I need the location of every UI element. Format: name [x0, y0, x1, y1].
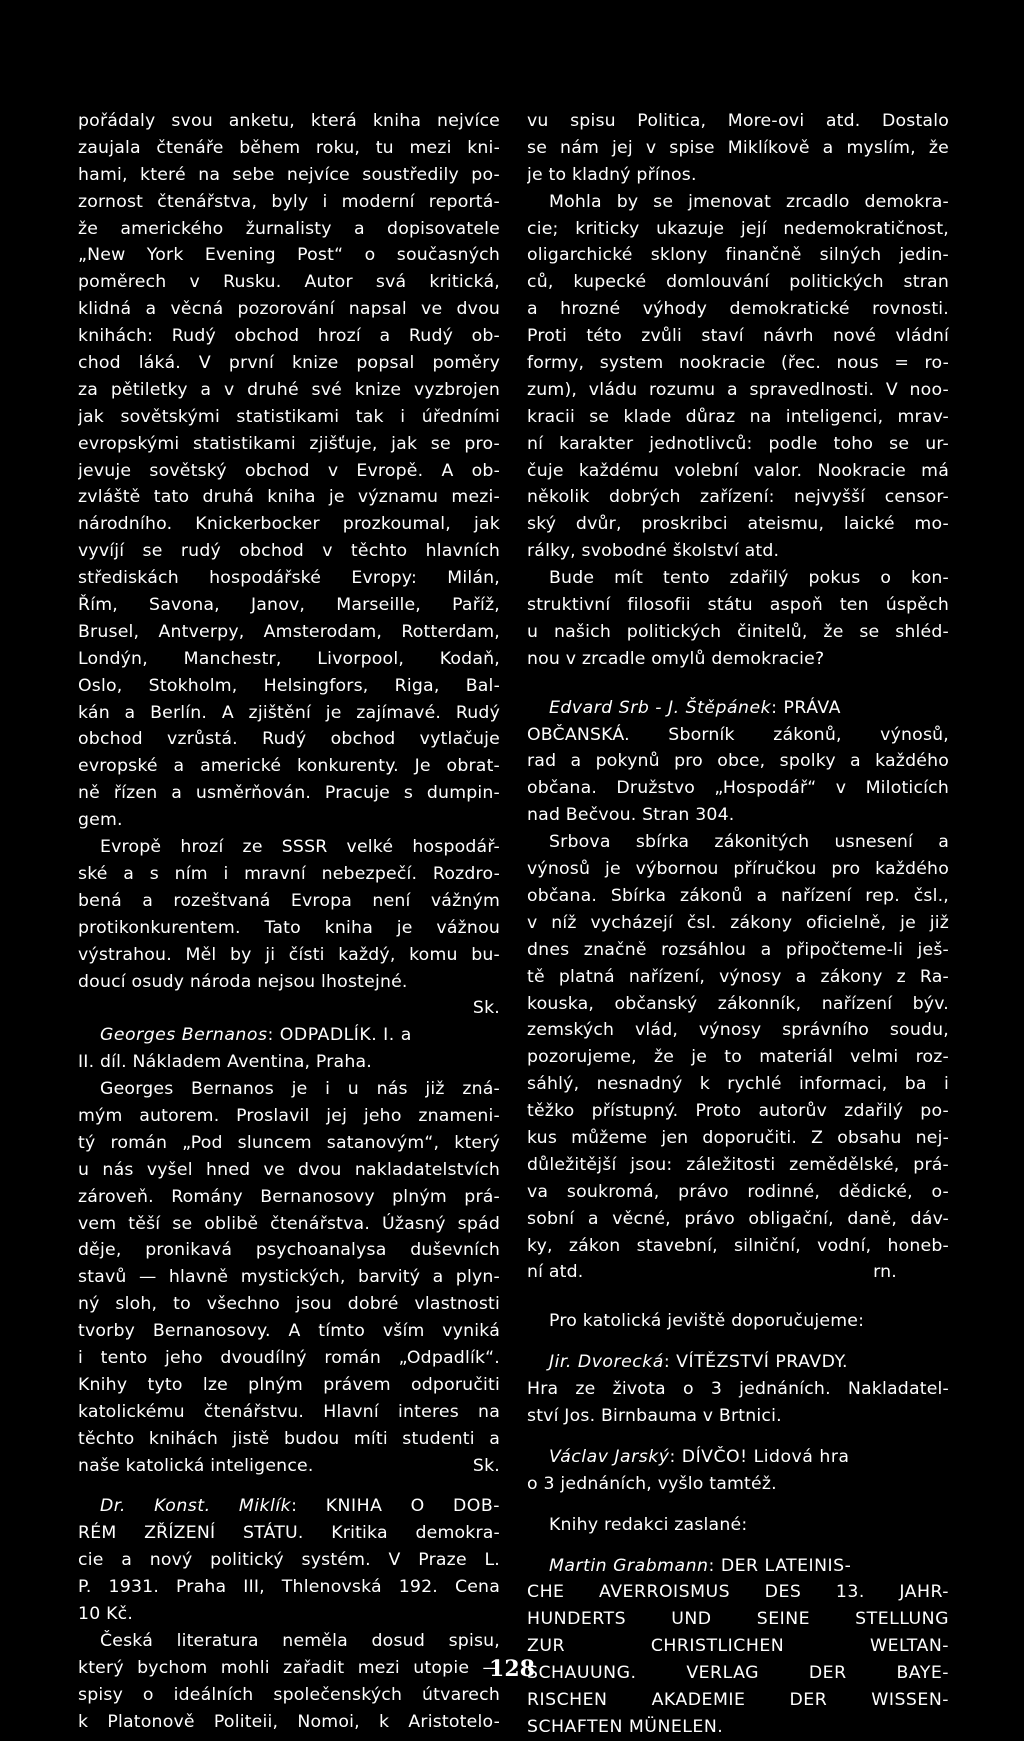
review-heading [527, 695, 949, 722]
text-line: evropskými statistikami zjišťuje, jak se pro- [78, 433, 500, 454]
text-line: národního. Knickerbocker prozkoumal, jak [78, 514, 500, 535]
review-title: : DER LATEINIS- [708, 1555, 852, 1576]
text-line: kán a Berlín. A zjištění je zajímavé. Rudý [78, 702, 500, 723]
review-author: Martin Grabmann [549, 1555, 709, 1576]
text-line: Řím, Savona, Janov, Marseille, Paříž, [78, 595, 500, 616]
review-author: Edvard Srb - J. Štěpánek [549, 697, 772, 718]
text-line: mým autorem. Proslavil jej jeho znameni- [78, 1105, 500, 1126]
text-line: vyvíjí se rudý obchod v těchto hlavních [78, 541, 500, 562]
text-line: Bude mít tento zdařilý pokus o kon- [549, 568, 949, 589]
review-author: Georges Bernanos [100, 1025, 268, 1046]
text-line: ZUR CHRISTLICHEN WELTAN- [527, 1636, 949, 1657]
text-line: cie a nový politický systém. V Praze L. [78, 1550, 500, 1571]
text-line: nou v zrcadle omylů demokracie? [527, 648, 825, 669]
text-line: výnosů je výbornou příručkou pro každého [527, 859, 949, 880]
text-line: který bychom mohli zařadit mezi utopie — [78, 1657, 500, 1678]
text-line: občana. Sbírka zákonů a nařízení rep. čsl., [527, 885, 949, 906]
text-line [78, 1453, 500, 1480]
text-line: se nám jej v spise Miklíkově a myslím, že [527, 137, 949, 158]
text-line: gem. [78, 810, 123, 831]
text-line: spisy o ideálních společenských útvarech [78, 1684, 500, 1705]
text-line: cie; kriticky ukazuje její nedemokratičnost, [527, 218, 949, 239]
text-line: formy, system nookracie (řec. nous = ro- [527, 353, 949, 374]
text-line: v níž vycházejí čsl. zákony oficielně, je již [527, 912, 949, 933]
text-line: kus můžeme jen doporučiti. Z obsahu nej- [527, 1127, 949, 1148]
text-line: že amerického žurnalisty a dopisovatele [78, 218, 500, 239]
text-fragment: ní atd. [527, 1262, 584, 1283]
text-line: pozorujeme, že je to materiál velmi roz- [527, 1047, 949, 1068]
text-line: Oslo, Stokholm, Helsingfors, Riga, Bal- [78, 675, 500, 696]
text-line: děje, pronikavá psychoanalysa duševních [78, 1240, 500, 1261]
text-line: SCHAFTEN MÜNELEN. [527, 1716, 724, 1737]
text-line: u našich politických činitelů, že se shléd- [527, 621, 949, 642]
text-line: i tento jeho dvoudílný román „Odpadlík“. [78, 1347, 500, 1368]
text-line: dnes značně rozsáhlou a připočteme-li ješ- [527, 939, 949, 960]
text-line: jak sovětskými statistikami tak i úředními [78, 406, 500, 427]
text-line: zemských vlád, výnosy správního soudu, [527, 1020, 949, 1041]
section-heading: Knihy redakci zaslané: [549, 1514, 748, 1535]
text-line: důležitější jsou: záležitosti zemědělské, prá- [527, 1154, 949, 1175]
text-line: zvláště tato druhá kniha je významu mezi- [78, 487, 500, 508]
review-heading [78, 1493, 500, 1520]
review-heading [527, 1444, 949, 1471]
text-line: doucí osudy národa nejsou lhostejné. [78, 971, 408, 992]
text-line: II. díl. Nákladem Aventina, Praha. [78, 1052, 372, 1073]
review-heading [527, 1553, 949, 1580]
review-author: Jir. Dvorecká [549, 1352, 664, 1373]
text-line: poměrech v Rusku. Autor svá kritická, [78, 272, 500, 293]
text-line: Evropě hrozí ze SSSR velké hospodář- [100, 837, 500, 858]
text-line: ské a s ním i mravní nebezpečí. Rozdro- [78, 863, 500, 884]
text-line: a hrozné výhody demokratické rovnosti. [527, 299, 949, 320]
text-line: vem těší se oblibě čtenářstva. Úžasný spád [78, 1213, 500, 1234]
section-heading: Pro katolická jeviště doporučujeme: [549, 1311, 865, 1332]
text-line: nad Bečvou. Stran 304. [527, 805, 735, 826]
text-line: „New York Evening Post“ o současných [78, 245, 500, 266]
text-line: několik dobrých zařízení: nejvyšší censor- [527, 487, 949, 508]
text-line: výstrahou. Měl by ji čísti každý, komu bu- [78, 944, 500, 965]
text-line: Česká literatura neměla dosud spisu, [100, 1630, 500, 1651]
text-line: ní karakter jednotlivců: podle toho se ur- [527, 433, 949, 454]
text-line: Georges Bernanos je i u nás již zná- [100, 1079, 500, 1100]
review-author: Dr. Konst. Miklík [100, 1496, 292, 1517]
text-line: zum), vládu rozumu a spravedlnosti. V noo- [527, 379, 949, 400]
text-line: tvorby Bernanosovy. A tímto vším vyniká [78, 1321, 500, 1342]
text-line: P. 1931. Praha III, Thlenovská 192. Cena [78, 1577, 500, 1598]
text-line: ství Jos. Birnbauma v Brtnici. [527, 1405, 782, 1426]
review-title: : KNIHA O DOB- [291, 1496, 500, 1517]
text-line: ky, zákon stavební, silniční, vodní, honeb- [527, 1235, 949, 1256]
text-line: pořádaly svou anketu, která kniha nejvíce [78, 111, 500, 131]
text-line: chod láká. V první knize popsal poměry [78, 353, 500, 374]
text-line: občana. Družstvo „Hospodář“ v Miloticích [527, 778, 949, 799]
text-line: oligarchické sklony finančně silných jedin- [527, 245, 949, 266]
text-line: katolickému čtenářstvu. Hlavní interes na [78, 1401, 500, 1422]
review-author: Václav Jarský [549, 1446, 670, 1467]
text-line: klidná a věcná pozorování napsal ve dvou [78, 299, 500, 320]
text-line: zaujala čtenáře během roku, tu mezi kni- [78, 137, 500, 158]
review-title: : VÍTĚZSTVÍ PRAVDY. [663, 1352, 849, 1373]
text-line: va soukromá, právo rodinné, dědické, o- [527, 1181, 949, 1202]
review-signature: Sk. [472, 998, 500, 1019]
text-line: kracii se klade důraz na inteligenci, mrav- [527, 406, 949, 427]
text-line: OBČANSKÁ. Sborník zákonů, výnosů, [527, 724, 949, 745]
text-line: SCHAUUNG. VERLAG DER BAYE- [527, 1663, 949, 1684]
text-line: tý román „Pod sluncem satanovým“, který [78, 1132, 500, 1153]
text-line: tě platná nařízení, výnosy a zákony z Ra- [527, 966, 949, 987]
text-line: 10 Kč. [78, 1603, 134, 1624]
text-line: knihách: Rudý obchod hrozí a Rudý ob- [78, 326, 500, 347]
text-fragment: naše katolická inteligence. [78, 1455, 314, 1476]
text-line: hami, které na sebe nejvíce soustředily po- [78, 164, 500, 185]
text-line: Hra ze života o 3 jednáních. Nakladatel- [527, 1379, 949, 1400]
text-line: ský dvůr, proskribci ateismu, laické mo- [527, 514, 949, 535]
review-title: : ODPADLÍK. I. a [267, 1025, 412, 1046]
text-line: ců, kupecké domlouvání politických stran [527, 272, 949, 293]
text-line: rálky, svobodné školství atd. [527, 541, 780, 562]
text-line: vu spisu Politica, More-ovi atd. Dostalo [527, 111, 949, 131]
text-line: zornost čtenářstva, byly i moderní reportá- [78, 191, 500, 212]
text-line: sobní a věcné, právo obligační, daně, dáv- [527, 1208, 949, 1229]
text-line: RISCHEN AKADEMIE DER WISSEN- [527, 1689, 949, 1710]
review-signature: rn. [873, 1262, 897, 1283]
text-line: Knihy tyto lze plným právem odporučiti [78, 1374, 500, 1395]
text-line: stavů — hlavně mystických, barvitý a plyn- [78, 1267, 500, 1288]
text-line: ně řízen a usměrňován. Pracuje s dumpin- [78, 783, 500, 804]
text-line: kouska, občanský zákonník, nařízení býv. [527, 993, 949, 1014]
text-line: k Platonově Politeii, Nomoi, k Aristotelo- [78, 1711, 500, 1732]
text-line: jevuje sovětský obchod v Evropě. A ob- [78, 460, 500, 481]
text-line: struktivní filosofii státu aspoň ten úspěch [527, 595, 949, 616]
text-line: Srbova sbírka zákonitých usnesení a [549, 832, 949, 853]
text-line: čuje každému volební valor. Nookracie má [527, 460, 949, 481]
text-line: Londýn, Manchestr, Livorpool, Kodaň, [78, 648, 500, 669]
left-column [78, 108, 500, 1735]
page-number: 128 [489, 1656, 535, 1682]
text-line: je to kladný přínos. [527, 164, 697, 185]
text-line: CHE AVERROISMUS DES 13. JAHR- [527, 1582, 949, 1603]
text-line: těžko přístupný. Proto autorův zdařilý po- [527, 1101, 949, 1122]
text-line: RÉM ZŘÍZENÍ STÁTU. Kritika demokra- [78, 1523, 500, 1544]
text-line: u nás vyšel hned ve dvou nakladatelstvích [78, 1159, 500, 1180]
text-line [527, 1259, 949, 1286]
text-line: těchto knihách jistě budou míti studenti a [78, 1428, 500, 1449]
text-line: protikonkurentem. Tato kniha je vážnou [78, 917, 500, 938]
text-line: za pětiletky a v druhé své knize vyzbrojen [78, 379, 500, 400]
text-line: obchod vzrůstá. Rudý obchod vytlačuje [78, 729, 500, 750]
text-line: střediskách hospodářské Evropy: Milán, [78, 568, 500, 589]
text-line: sáhlý, nesnadný k rychlé informaci, ba i [527, 1074, 949, 1095]
review-signature: Sk. [472, 1455, 500, 1476]
right-column [527, 108, 949, 1741]
review-title: : PRÁVA [771, 697, 841, 718]
text-line: bená a rozeštvaná Evropa není vážným [78, 890, 500, 911]
review-title: : DÍVČO! Lidová hra [669, 1446, 850, 1467]
text-line: evropské a americké konkurenty. Je obrat- [78, 756, 500, 777]
text-line: HUNDERTS UND SEINE STELLUNG [527, 1609, 949, 1630]
review-heading [527, 1349, 949, 1376]
text-line: rad a pokynů pro obce, spolky a každého [527, 751, 949, 772]
text-line: zároveň. Romány Bernanosovy plným prá- [78, 1186, 500, 1207]
text-line: o 3 jednáních, vyšlo tamtéž. [527, 1473, 777, 1494]
text-line: Mohla by se jmenovat zrcadlo demokra- [549, 191, 949, 212]
text-line: Proti této zvůli staví návrh nové vládní [527, 326, 949, 347]
text-line: Brusel, Antverpy, Amsterodam, Rotterdam, [78, 621, 500, 642]
text-line: ný sloh, to všechno jsou dobré vlastnosti [78, 1294, 500, 1315]
review-heading [78, 1022, 500, 1049]
